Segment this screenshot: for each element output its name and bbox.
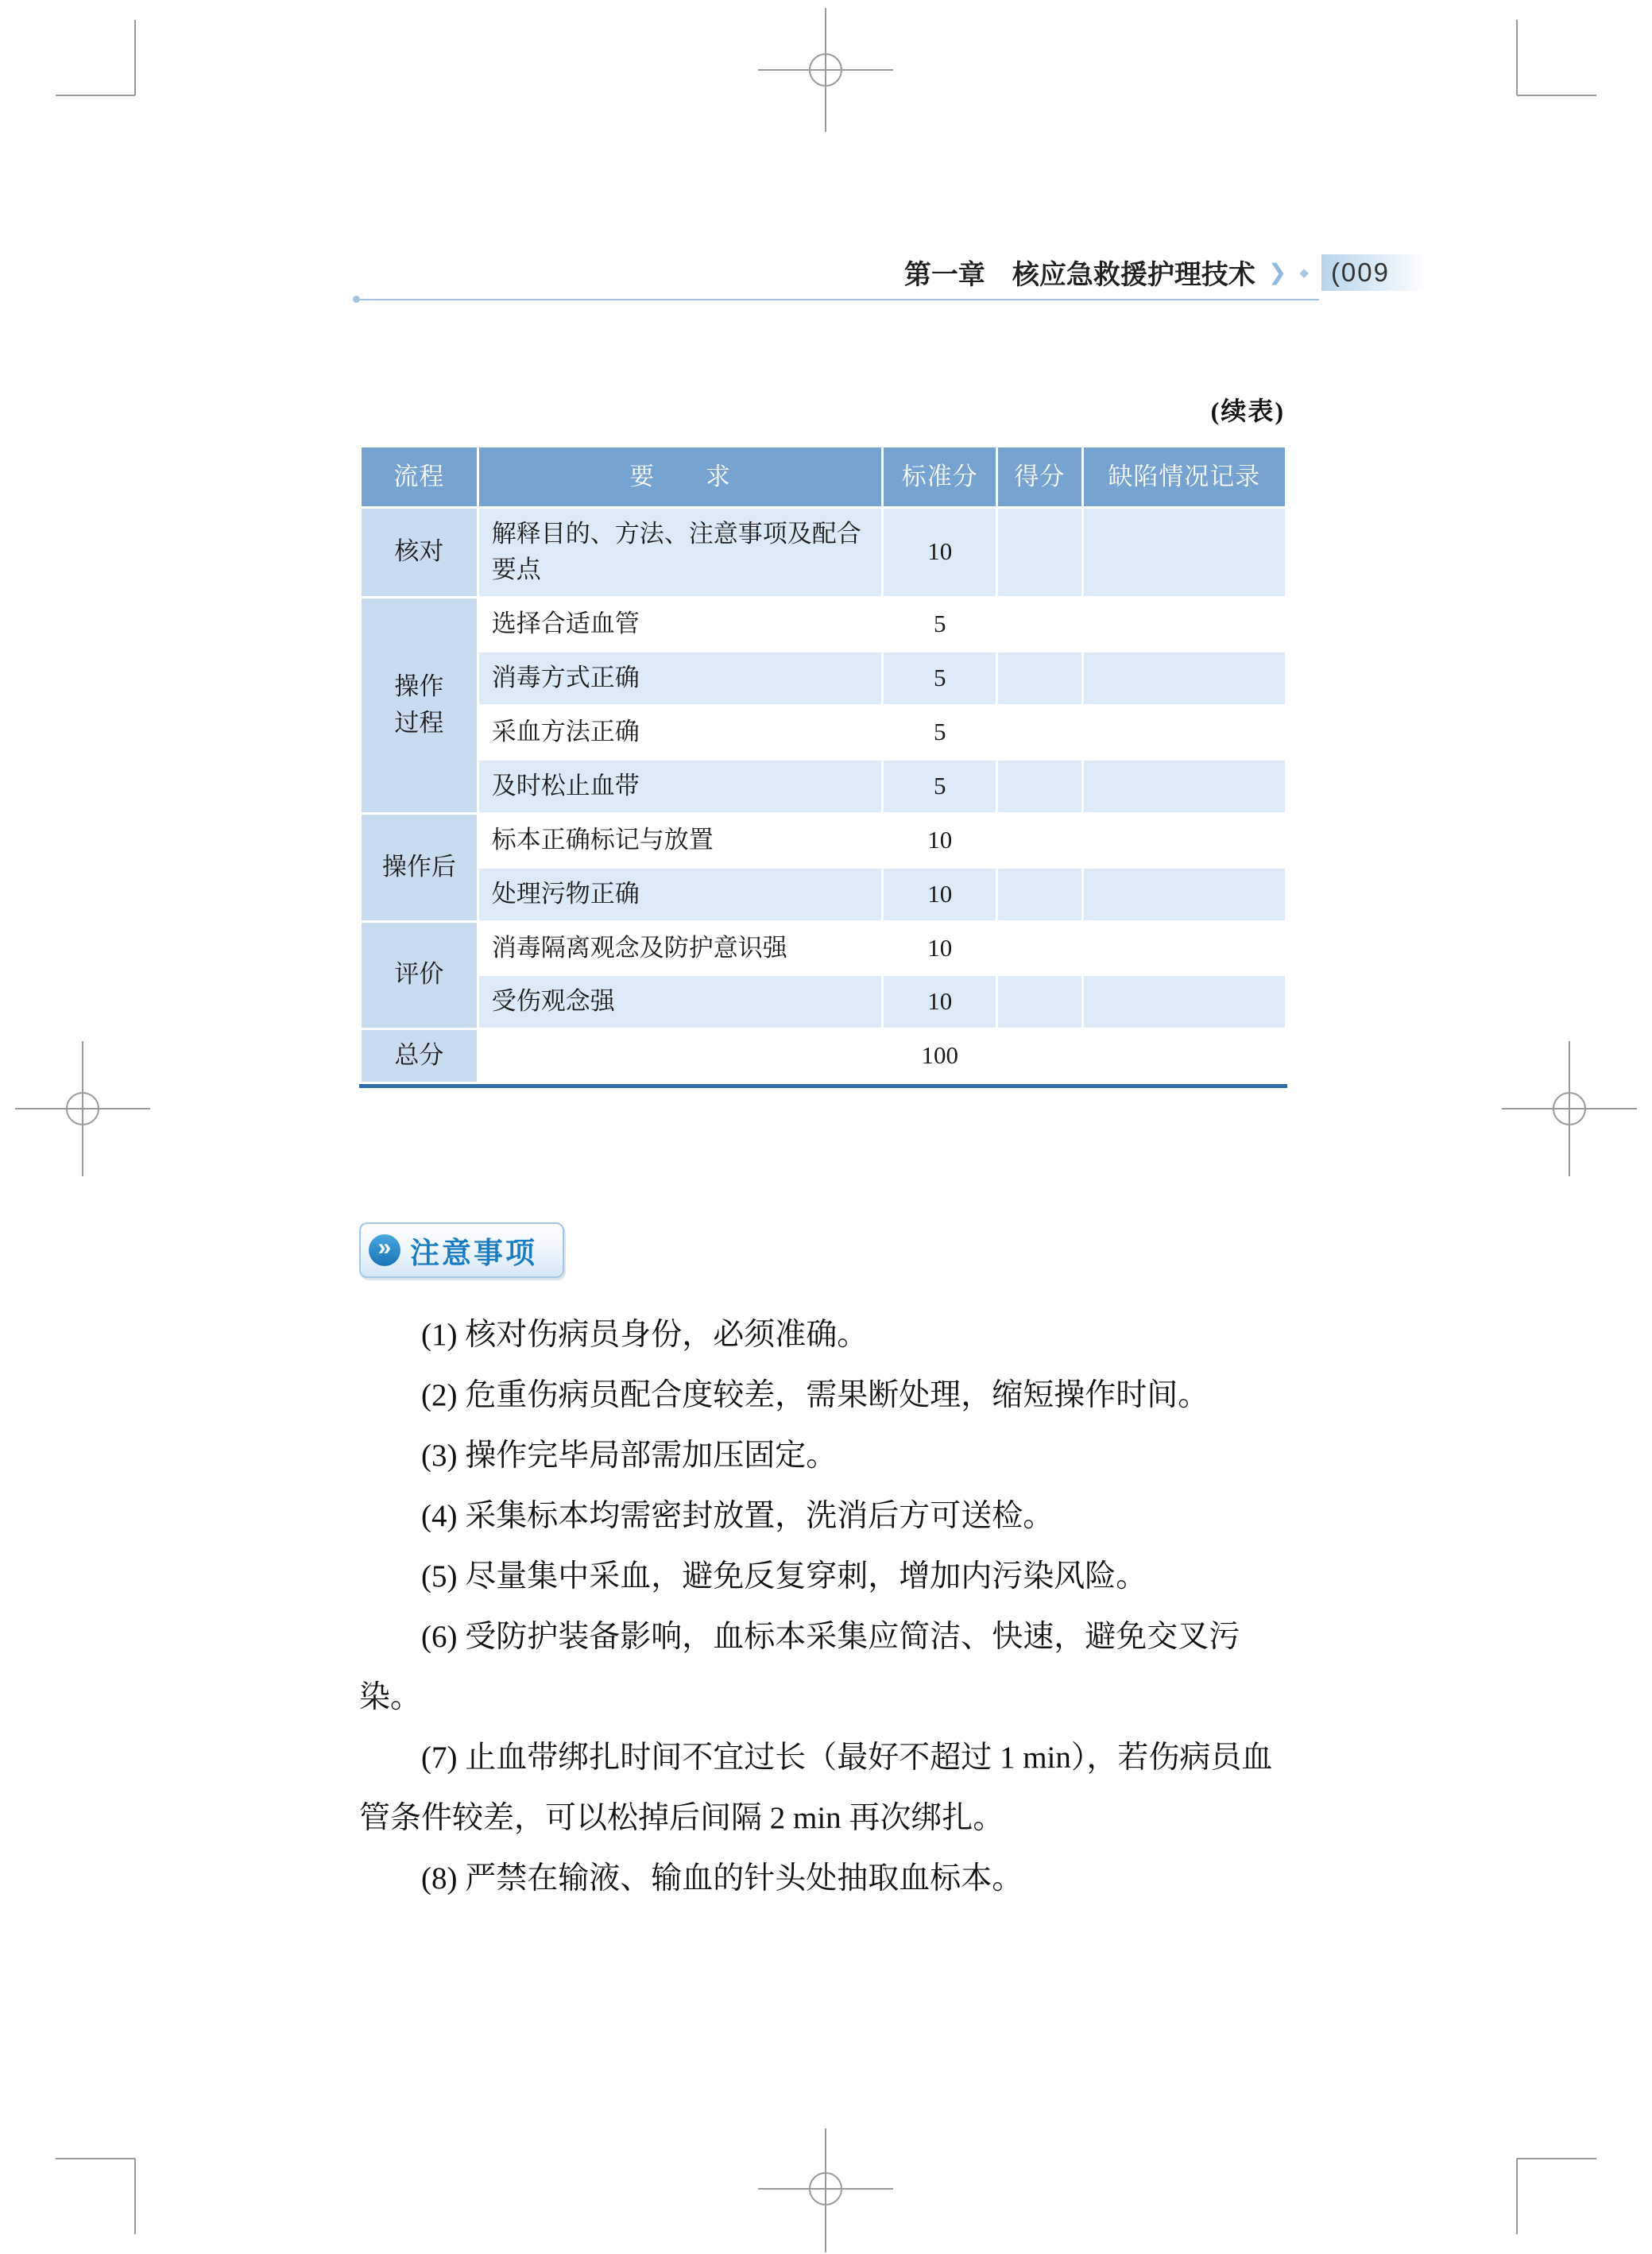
score-table <box>359 445 1287 1084</box>
defect-record-cell <box>1084 707 1285 758</box>
running-header <box>358 253 1426 292</box>
register-cross-right <box>1502 1041 1637 1176</box>
standard-score-cell: 5 <box>884 761 996 812</box>
obtained-score-cell <box>998 815 1081 866</box>
obtained-score-cell <box>998 923 1081 974</box>
requirement-cell: 采血方法正确 <box>479 707 882 758</box>
table-row <box>362 509 1285 596</box>
standard-score-cell: 10 <box>884 815 996 866</box>
defect-record-cell <box>1084 923 1285 974</box>
obtained-score-cell <box>998 509 1081 596</box>
defect-record-cell <box>1084 598 1285 650</box>
crop-mark-top-right <box>1516 16 1597 97</box>
stage-cell: 核对 <box>362 509 477 596</box>
note-item-2: (2) 危重伤病员配合度较差，需果断处理，缩短操作时间。 <box>421 1378 1209 1412</box>
requirement-cell: 选择合适血管 <box>479 598 882 650</box>
requirement-cell: 及时松止血带 <box>479 761 882 812</box>
diamond-icon: ◆ <box>1299 265 1309 280</box>
note-item-6: (6) 受防护装备影响，血标本采集应简洁、快速，避免交叉污染。 <box>359 1620 1240 1714</box>
table-continuation-note: (续表) <box>1210 397 1285 425</box>
requirement-cell: 处理污物正确 <box>479 869 882 920</box>
table-row <box>362 761 1285 812</box>
crop-mark-bottom-left <box>56 2157 137 2238</box>
stage-cell: 总分 <box>362 1030 477 1082</box>
notes-section-title: 注意事项 <box>410 1237 537 1269</box>
standard-score-cell: 5 <box>884 707 996 758</box>
note-item-4: (4) 采集标本均需密封放置，洗消后方可送检。 <box>421 1499 1054 1533</box>
col-header-standard-score: 标准分 <box>884 447 996 506</box>
obtained-score-cell <box>998 869 1081 920</box>
stage-cell: 操作后 <box>362 815 477 920</box>
notes-list <box>359 1305 1273 1909</box>
stage-cell <box>362 598 477 812</box>
defect-record-cell <box>1084 509 1285 596</box>
register-cross-bottom <box>758 2119 893 2254</box>
defect-record-cell <box>1084 761 1285 812</box>
score-table-wrap <box>359 445 1287 1088</box>
table-header-row <box>362 447 1285 506</box>
requirement-cell <box>479 1030 882 1082</box>
crop-mark-bottom-right <box>1516 2157 1597 2238</box>
table-row <box>362 869 1285 920</box>
standard-score-cell: 5 <box>884 653 996 704</box>
note-item-7: (7) 止血带绑扎时间不宜过长（最好不超过 1 min），若伤病员血管条件较差，可以松掉后间隔 2 min 再次绑扎。 <box>359 1741 1273 1835</box>
defect-record-cell <box>1084 815 1285 866</box>
defect-record-cell <box>1084 869 1285 920</box>
requirement-cell: 标本正确标记与放置 <box>479 815 882 866</box>
note-item-3: (3) 操作完毕局部需加压固定。 <box>421 1439 838 1473</box>
stage-label: 操作过程 <box>394 672 444 738</box>
standard-score-cell: 100 <box>884 1030 996 1082</box>
col-header-stage: 流程 <box>362 447 477 506</box>
obtained-score-cell <box>998 761 1081 812</box>
note-item-8: (8) 严禁在输液、输血的针头处抽取血标本。 <box>421 1861 1023 1896</box>
standard-score-cell: 10 <box>884 976 996 1028</box>
table-row <box>362 976 1285 1028</box>
defect-record-cell <box>1084 976 1285 1028</box>
obtained-score-cell <box>998 653 1081 704</box>
header-rule <box>359 299 1319 300</box>
defect-record-cell <box>1084 1030 1285 1082</box>
stage-cell: 评价 <box>362 923 477 1028</box>
crop-mark-top-left <box>56 16 137 97</box>
note-item-1: (1) 核对伤病员身份，必须准确。 <box>421 1318 869 1352</box>
requirement-cell: 受伤观念强 <box>479 976 882 1028</box>
obtained-score-cell <box>998 976 1081 1028</box>
table-row <box>362 598 1285 650</box>
chapter-title: 核应急救援护理技术 <box>1012 260 1255 290</box>
chevron-icon: ❯ <box>1267 260 1287 285</box>
standard-score-cell: 10 <box>884 509 996 596</box>
standard-score-cell: 10 <box>884 923 996 974</box>
requirement-cell: 消毒隔离观念及防护意识强 <box>479 923 882 974</box>
obtained-score-cell <box>998 598 1081 650</box>
notes-section-badge <box>359 1222 564 1278</box>
note-item-5: (5) 尽量集中采血，避免反复穿刺，增加内污染风险。 <box>421 1559 1147 1594</box>
requirement-cell: 解释目的、方法、注意事项及配合要点 <box>479 509 882 596</box>
register-cross-top <box>758 8 893 143</box>
standard-score-cell: 5 <box>884 598 996 650</box>
page-number: (009 <box>1321 254 1426 291</box>
obtained-score-cell <box>998 707 1081 758</box>
defect-record-cell <box>1084 653 1285 704</box>
double-chevron-icon: » <box>369 1234 400 1266</box>
register-cross-left <box>15 1041 150 1176</box>
requirement-cell: 消毒方式正确 <box>479 653 882 704</box>
col-header-defect-record: 缺陷情况记录 <box>1084 447 1285 506</box>
col-header-obtained-score: 得分 <box>998 447 1081 506</box>
col-header-requirement: 要 求 <box>479 447 882 506</box>
standard-score-cell: 10 <box>884 869 996 920</box>
table-row <box>362 653 1285 704</box>
table-row <box>362 707 1285 758</box>
table-row <box>362 923 1285 974</box>
table-row <box>362 1030 1285 1082</box>
chapter-label: 第一章 <box>903 260 985 290</box>
obtained-score-cell <box>998 1030 1081 1082</box>
table-row <box>362 815 1285 866</box>
